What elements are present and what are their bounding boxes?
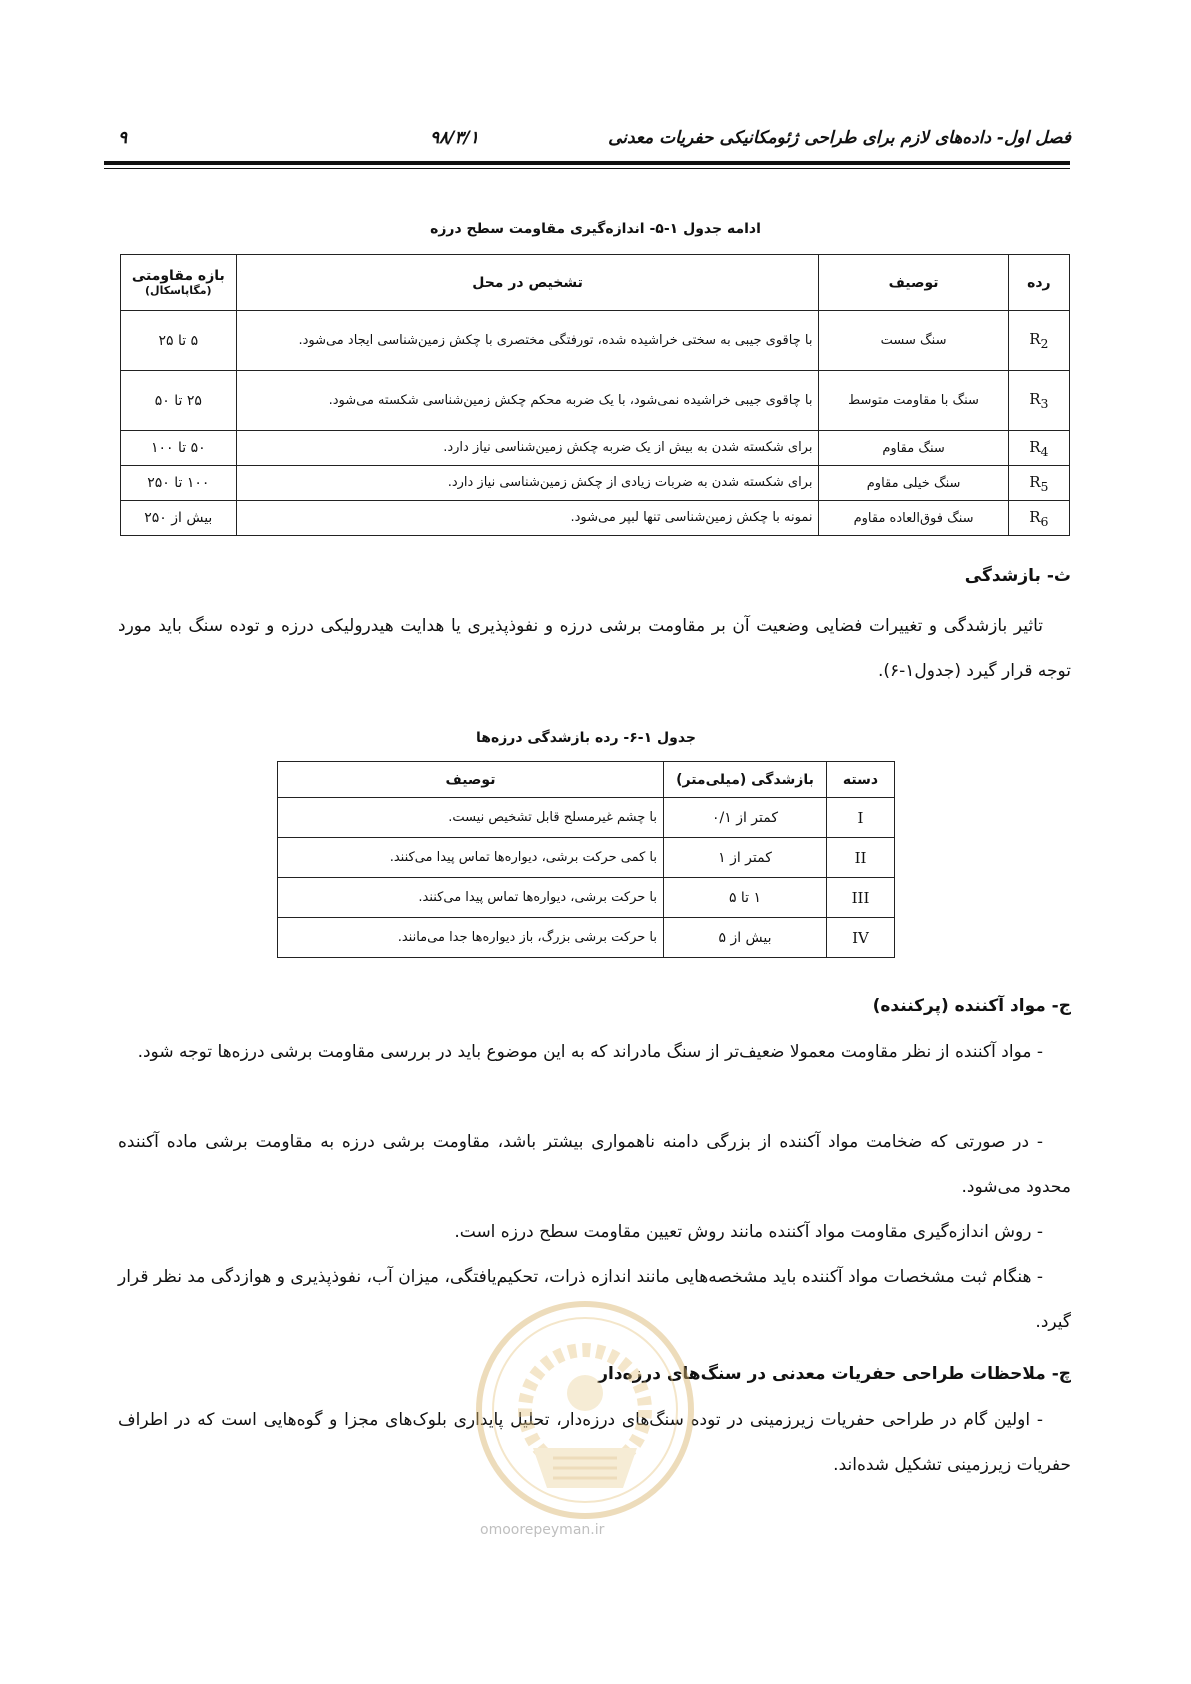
table-row [278, 918, 895, 958]
section-heading-opening: ث- بازشدگی [964, 566, 1071, 586]
category-cell: I [827, 798, 895, 838]
table2-caption: جدول ۱-۶- رده بازشدگی درزه‌ها [475, 730, 697, 746]
grade-index: 6 [1040, 513, 1049, 529]
opening-cell: کمتر از ۰/۱ [664, 798, 827, 838]
description-cell: سنگ خیلی مقاوم [819, 466, 1008, 501]
paragraph-infill-1: - مواد آکننده از نظر مقاومت معمولا ضعیف‌تر از سنگ مادراند که به این موضوع باید در بررسی مقاومت برشی درزه‌ها توجه شود. [137, 1042, 1043, 1062]
grade-cell [1008, 431, 1069, 466]
paragraph-opening: تاثیر بازشدگی و تغییرات فضایی وضعیت آن بر مقاومت برشی درزه و نفوذپذیری یا هدایت هیدرولیکی درزه و توده سنگ باید مورد توجه قرار گیرد (جدول۱-۶). [118, 616, 1071, 681]
grade-cell [1008, 466, 1069, 501]
table1-caption: ادامه جدول ۱-۵- اندازه‌گیری مقاومت سطح درزه [430, 221, 761, 237]
field-id-cell: برای شکسته شدن به بیش از یک ضربه چکش زمین‌شناسی نیاز دارد. [236, 431, 819, 466]
column-header-range [121, 255, 237, 311]
opening-table [277, 761, 895, 958]
grade-cell [1008, 501, 1069, 536]
grade-letter: R [1029, 507, 1041, 526]
category-cell: IV [827, 918, 895, 958]
header-rule-thin [104, 168, 1070, 169]
header-rule-thick [104, 161, 1070, 165]
grade-index: 4 [1040, 443, 1049, 459]
description-cell: سنگ فوق‌العاده مقاوم [819, 501, 1008, 536]
grade-index: 2 [1040, 336, 1049, 351]
paragraph-infill-2: - در صورتی که ضخامت مواد آکننده از بزرگی دامنه ناهمواری بیشتر باشد، مقاومت برشی درزه به مقاومت برشی ماده آکننده محدود می‌شود. [118, 1132, 1071, 1197]
description-cell: با کمی حرکت برشی، دیواره‌ها تماس پیدا می‌کنند. [278, 838, 664, 878]
grade-letter: R [1029, 330, 1041, 348]
grade-letter: R [1029, 437, 1041, 456]
field-id-cell: با چاقوی جیبی خراشیده نمی‌شود، با یک ضربه محکم چکش زمین‌شناسی شکسته می‌شود. [236, 371, 819, 431]
grade-index: 5 [1040, 478, 1049, 494]
grade-index: 3 [1040, 396, 1049, 411]
opening-cell: بیش از ۵ [664, 918, 827, 958]
table-row [121, 466, 1070, 501]
strength-table [120, 254, 1070, 536]
range-cell: ۲۵ تا ۵۰ [121, 371, 237, 431]
running-header-date: ۹۸/۳/۱ [430, 128, 479, 148]
watermark-logo [473, 1298, 697, 1522]
range-header-unit: (مگاپاسکال) [145, 284, 212, 297]
paragraph-infill-4: - هنگام ثبت مشخصات مواد آکننده باید مشخصه‌هایی مانند اندازه ذرات، تحکیم‌یافتگی، میزان آب، نفوذپذیری و هوازدگی مد نظر قرار گیرد. [118, 1267, 1071, 1332]
page-number: ۹ [118, 128, 128, 148]
paragraph-infill-3: - روش اندازه‌گیری مقاومت مواد آکننده مانند روش تعیین مقاومت سطح درزه است. [454, 1222, 1043, 1242]
table-row [121, 431, 1070, 466]
column-header-opening: بازشدگی (میلی‌متر) [664, 762, 827, 798]
description-cell: سنگ مقاوم [819, 431, 1008, 466]
category-cell: III [827, 878, 895, 918]
column-header-description: توصیف [819, 255, 1008, 311]
table-row [121, 501, 1070, 536]
category-cell: II [827, 838, 895, 878]
column-header-field-id: تشخیص در محل [236, 255, 819, 311]
grade-cell [1008, 311, 1069, 371]
field-id-cell: برای شکسته شدن به ضربات زیادی از چکش زمین‌شناسی نیاز دارد. [236, 466, 819, 501]
table-row [121, 311, 1070, 371]
range-header-label: بازه مقاومتی [131, 268, 225, 284]
grade-letter: R [1029, 472, 1041, 491]
range-cell: ۱۰۰ تا ۲۵۰ [121, 466, 237, 501]
table-row [121, 371, 1070, 431]
watermark-text: omoorepeyman.ir [480, 1522, 605, 1538]
column-header-grade: رده [1008, 255, 1069, 311]
description-cell: سنگ سست [819, 311, 1008, 371]
table-row [278, 878, 895, 918]
field-id-cell: با چاقوی جیبی به سختی خراشیده شده، تورفتگی مختصری با چکش زمین‌شناسی ایجاد می‌شود. [236, 311, 819, 371]
grade-cell [1008, 371, 1069, 431]
field-id-cell: نمونه با چکش زمین‌شناسی تنها لبپر می‌شود. [236, 501, 819, 536]
table-header-row [278, 762, 895, 798]
description-cell: سنگ با مقاومت متوسط [819, 371, 1008, 431]
section-heading-infill: ج- مواد آکننده (پرکننده) [872, 996, 1071, 1016]
range-cell: ۵ تا ۲۵ [121, 311, 237, 371]
table-row [278, 838, 895, 878]
section-heading-design: چ- ملاحظات طراحی حفریات معدنی در سنگ‌های درزه‌دار [598, 1364, 1071, 1384]
description-cell: با حرکت برشی، دیواره‌ها تماس پیدا می‌کنند. [278, 878, 664, 918]
column-header-category: دسته [827, 762, 895, 798]
description-cell: با حرکت برشی بزرگ، باز دیواره‌ها جدا می‌مانند. [278, 918, 664, 958]
table-header-row [121, 255, 1070, 311]
range-cell: ۵۰ تا ۱۰۰ [121, 431, 237, 466]
range-cell: بیش از ۲۵۰ [121, 501, 237, 536]
table-row [278, 798, 895, 838]
column-header-description: توصیف [278, 762, 664, 798]
opening-cell: ۱ تا ۵ [664, 878, 827, 918]
paragraph-design-1: - اولین گام در طراحی حفریات زیرزمینی در توده سنگ‌های درزه‌دار، تحلیل پایداری بلوک‌های مجزا و گوه‌هایی است که در اطراف حفریات زیرزمینی تشکیل شده‌اند. [118, 1410, 1071, 1475]
running-header-title: فصل اول- داده‌های لازم برای طراحی ژئومکانیکی حفریات معدنی [608, 128, 1071, 148]
opening-cell: کمتر از ۱ [664, 838, 827, 878]
description-cell: با چشم غیرمسلح قابل تشخیص نیست. [278, 798, 664, 838]
grade-letter: R [1029, 390, 1041, 408]
